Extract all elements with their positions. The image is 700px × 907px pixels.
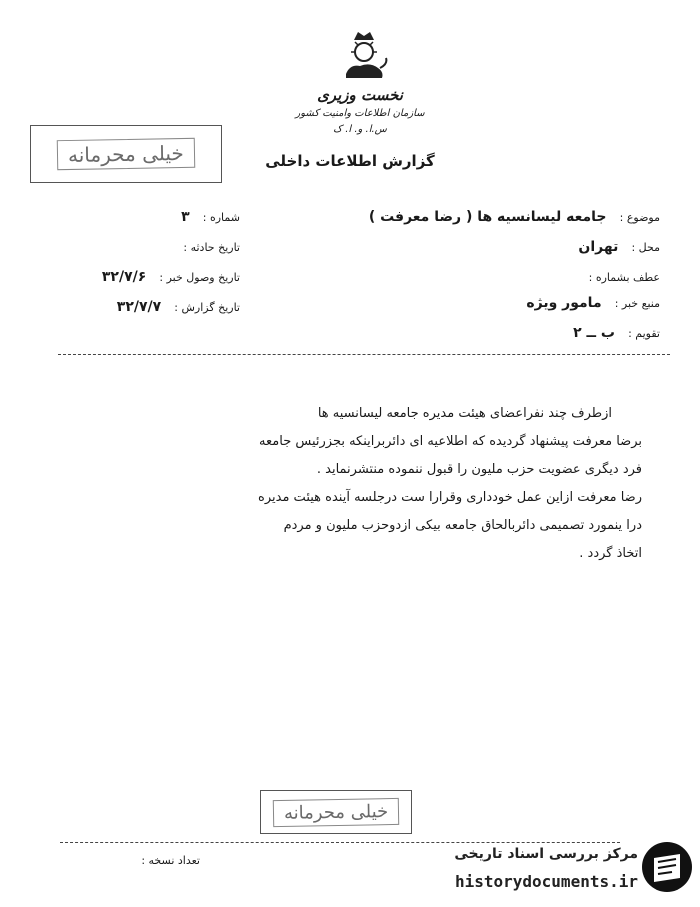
field-number: [40, 206, 240, 225]
report-body: [82, 400, 642, 568]
watermark-persian: مرکز بررسی اسناد تاریخی: [454, 846, 638, 862]
number-value: ۳: [181, 209, 190, 225]
org-name-line2: سازمان اطلاعات وامنیت کشور: [295, 108, 425, 119]
body-line: رضا معرفت ازاین عمل خودداری وقرارا ست درجلسه آینده هیئت مدیره: [258, 490, 642, 505]
copies-count-label: تعداد نسخه :: [141, 854, 200, 867]
classification-stamp-top: [30, 125, 222, 183]
received-date-label: تاریخ وصول خبر :: [159, 271, 240, 284]
archive-logo-icon: [640, 840, 694, 894]
place-value: تهران: [578, 239, 619, 255]
subject-value: جامعه لیسانسیه ها ( رضا معرفت ): [368, 209, 607, 225]
field-report-date: [20, 296, 240, 315]
footer-divider: [60, 842, 620, 843]
body-line: ازطرف چند نفراعضای هیئت مدیره جامعه لیسانسیه ها: [317, 406, 612, 421]
field-grade: [320, 322, 660, 341]
header-divider: [58, 354, 670, 355]
body-line: اتخاذ گردد .: [579, 546, 642, 561]
reference-label: عطف بشماره :: [588, 271, 660, 284]
grade-value: ب ــ ۲: [573, 325, 615, 341]
source-value: مامور ویژه: [526, 295, 602, 311]
number-label: شماره :: [202, 211, 240, 224]
watermark-url: historydocuments.ir: [454, 872, 638, 891]
body-line: فرد دیگری عضویت حزب ملیون را قبول ننموده منتشرنماید .: [316, 462, 642, 477]
stamp-text: خیلی محرمانه: [57, 138, 195, 170]
place-label: محل :: [631, 241, 660, 254]
report-date-value: ۳۲/۷/۷: [116, 299, 162, 315]
source-label: منبع خبر :: [614, 297, 660, 310]
org-name-line3: س.ا. و. ا. ک: [333, 124, 387, 135]
report-title: گزارش اطلاعات داخلی: [265, 152, 435, 170]
report-date-label: تاریخ گزارش :: [174, 301, 240, 314]
body-line: برضا معرفت پیشنهاد گردیده که اطلاعیه ای دائربراینکه بجزرئیس جامعه: [259, 434, 642, 449]
stamp-text: خیلی محرمانه: [273, 797, 400, 826]
field-place: [320, 236, 660, 255]
lion-and-sun-emblem-icon: [336, 28, 392, 82]
grade-label: تقویم :: [628, 327, 660, 340]
field-reference: [320, 266, 660, 285]
field-received-date: [20, 266, 240, 285]
incident-date-label: تاریخ حادثه :: [183, 241, 240, 254]
body-line: درا ینمورد تصمیمی دائربالحاق جامعه بیکی ازدوحزب ملیون و مردم: [283, 518, 642, 533]
received-date-value: ۳۲/۷/۶: [101, 269, 147, 285]
field-source: [320, 292, 660, 311]
classification-stamp-bottom: [260, 790, 412, 834]
org-name-line1: نخست وزیری: [317, 86, 403, 104]
subject-label: موضوع :: [619, 211, 660, 224]
field-incident-date: [40, 236, 240, 255]
field-subject: [320, 206, 660, 225]
